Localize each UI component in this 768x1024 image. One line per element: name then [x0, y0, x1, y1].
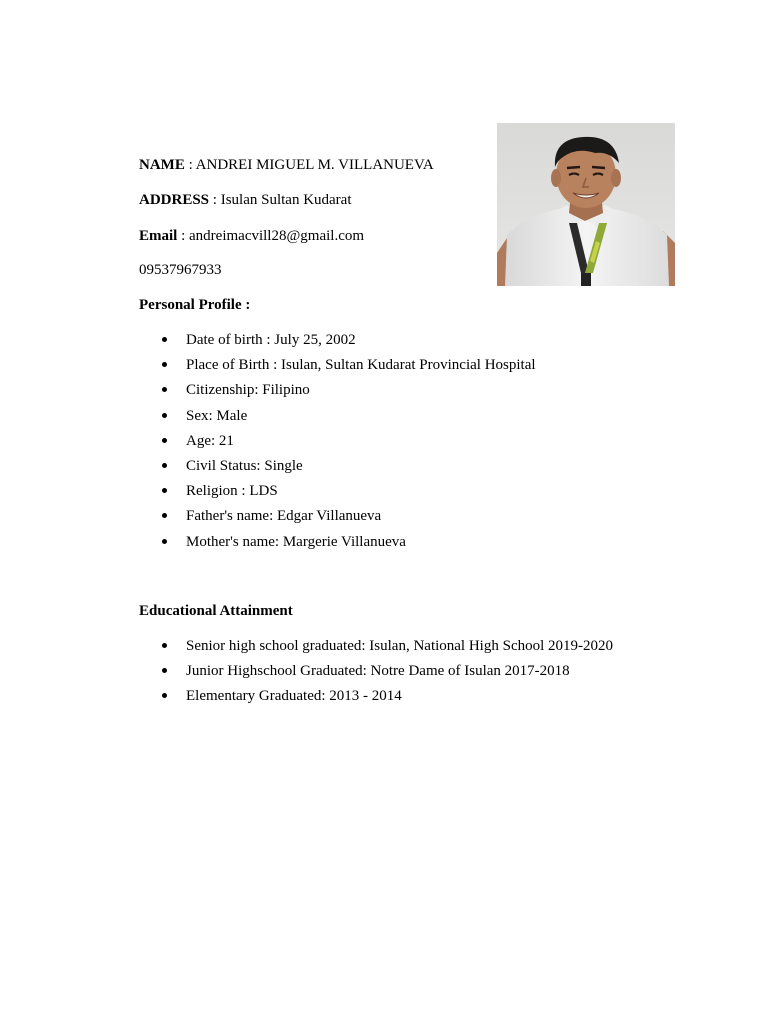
- list-item: [139, 662, 613, 687]
- list-item-text: Junior Highschool Graduated: Notre Dame of Isulan 2017-2018: [186, 663, 570, 680]
- list-item-text: Place of Birth : Isulan, Sultan Kudarat Provincial Hospital: [186, 357, 536, 374]
- education-list: [139, 637, 613, 713]
- bullet-icon: [162, 668, 167, 673]
- list-item: [139, 533, 536, 558]
- list-item-text: Age: 21: [186, 432, 234, 449]
- address-value: : Isulan Sultan Kudarat: [209, 192, 352, 208]
- bullet-icon: [162, 362, 167, 367]
- personal-profile-list: [139, 331, 536, 558]
- list-item: [139, 507, 536, 532]
- list-item: [139, 381, 536, 406]
- bullet-icon: [162, 539, 167, 544]
- list-item-text: Elementary Graduated: 2013 - 2014: [186, 688, 402, 705]
- bullet-icon: [162, 413, 167, 418]
- list-item-text: Religion : LDS: [186, 483, 278, 500]
- name-line: [139, 156, 434, 174]
- list-item: [139, 407, 536, 432]
- bullet-icon: [162, 438, 167, 443]
- list-item-text: Citizenship: Filipino: [186, 382, 310, 399]
- list-item: [139, 356, 536, 381]
- list-item: [139, 687, 613, 712]
- address-label: ADDRESS: [139, 192, 210, 208]
- list-item: [139, 331, 536, 356]
- name-label: NAME: [139, 157, 185, 173]
- list-item-text: Civil Status: Single: [186, 457, 303, 474]
- email-label: Email: [139, 228, 178, 244]
- bullet-icon: [162, 463, 167, 468]
- personal-profile-heading: Personal Profile :: [139, 297, 251, 313]
- list-item-text: Date of birth : July 25, 2002: [186, 332, 356, 348]
- name-value: : ANDREI MIGUEL M. VILLANUEVA: [184, 157, 434, 173]
- list-item-text: Senior high school graduated: Isulan, National High School 2019-2020: [186, 638, 614, 654]
- list-item: [139, 637, 613, 662]
- education-heading: Educational Attainment: [139, 603, 293, 619]
- bullet-icon: [162, 643, 167, 648]
- bullet-icon: [162, 337, 167, 342]
- list-item: [139, 482, 536, 507]
- list-item-text: Sex: Male: [186, 407, 248, 424]
- bullet-icon: [162, 387, 167, 392]
- address-line: [139, 191, 352, 209]
- bullet-icon: [162, 488, 167, 493]
- email-value: : andreimacvill28@gmail.com: [177, 228, 365, 244]
- list-item: [139, 457, 536, 482]
- bullet-icon: [162, 693, 167, 698]
- profile-photo: [497, 123, 675, 286]
- email-line: [139, 227, 364, 245]
- phone-number: 09537967933: [139, 262, 222, 278]
- list-item-text: Mother's name: Margerie Villanueva: [186, 533, 406, 550]
- bullet-icon: [162, 513, 167, 518]
- list-item: [139, 432, 536, 457]
- list-item-text: Father's name: Edgar Villanueva: [186, 508, 382, 525]
